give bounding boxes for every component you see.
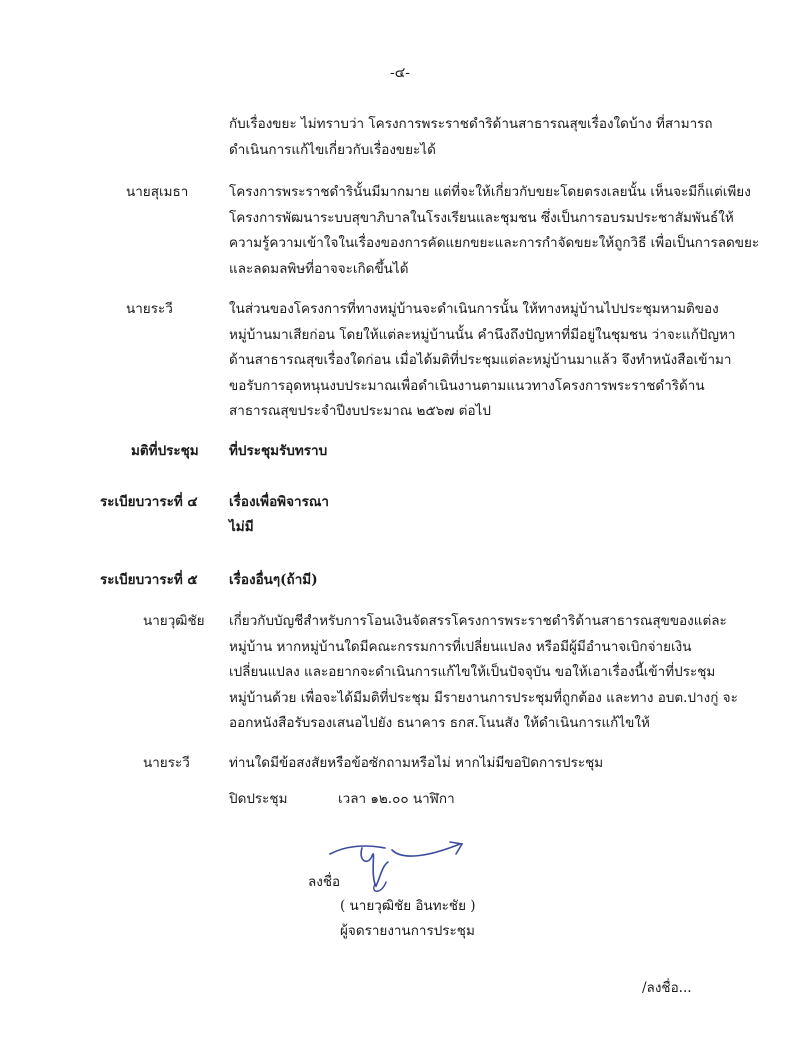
page-number: -๔- <box>389 65 411 81</box>
continuation-footer: /ลงชื่อ... <box>642 980 692 996</box>
speech-line: โครงการพัฒนาระบบสุขาภิบาลในโรงเรียนและชุมชน ซึ่งเป็นการอบรมประชาสัมพันธ์ให้ <box>229 209 734 226</box>
speech-line: ความรู้ความเข้าใจในเรื่องของการคัดแยกขยะและการกำจัดขยะให้ถูกวิธี เพื่อเป็นการลดขยะ <box>229 235 760 251</box>
intro-line: กับเรื่องขยะ ไม่ทราบว่า โครงการพระราชดำริด้านสาธารณสุขเรื่องใดบ้าง ที่สามารถ <box>229 116 713 132</box>
speech-line: สาธารณสุขประจำปีงบประมาณ ๒๕๖๗ ต่อไป <box>229 403 491 419</box>
speech-line: ในส่วนของโครงการที่ทางหมู่บ้านจะดำเนินการนั้น ให้ทางหมู่บ้านไปประชุมหามติของ <box>229 301 719 317</box>
speaker-sumetha: นายสุเมธา <box>126 184 189 200</box>
speech-line: ด้านสาธารณสุขเรื่องใดก่อน เมื่อได้มติที่ประชุมแต่ละหมู่บ้านมาแล้ว จึงทำหนังสือเข้ามา <box>229 352 732 368</box>
speech-rawee-closing: ท่านใดมีข้อสงสัยหรือข้อซักถามหรือไม่ หากไม่มีขอปิดการประชุม <box>229 755 604 771</box>
closing-label: ปิดประชุม <box>229 791 288 807</box>
signer-name: ( นายวุฒิชัย อินทะชัย ) <box>340 898 476 914</box>
speech-line: เปลี่ยนแปลง และอยากจะดำเนินการแก้ไขให้เป็นปัจจุบัน ขอให้เอาเรื่องนี้เข้าที่ประชุม <box>229 664 716 680</box>
agenda-5-title: เรื่องอื่นๆ(ถ้ามี) <box>229 572 318 588</box>
speaker-rawee: นายระวี <box>126 301 173 317</box>
speaker-rawee-closing: นายระวี <box>143 755 190 771</box>
speech-line: หมู่บ้านมาเสียก่อน โดยให้แต่ละหมู่บ้านนั้น คำนึงถึงปัญหาที่มีอยู่ในชุมชน ว่าจะแก้ปัญหา <box>229 326 736 343</box>
speech-line: ขอรับการอุดหนุนงบประมาณเพื่อดำเนินงานตามแนวทางโครงการพระราชดำริด้าน <box>229 377 705 394</box>
intro-line: ดำเนินการแก้ไขเกี่ยวกับเรื่องขยะได้ <box>229 141 436 158</box>
resolution-text: ที่ประชุมรับทราบ <box>229 443 328 459</box>
closing-time: เวลา ๑๒.๐๐ นาฬิกา <box>338 791 455 807</box>
speaker-wuttichai: นายวุฒิชัย <box>143 613 205 629</box>
agenda-4-label: ระเบียบวาระที่ ๔ <box>100 494 198 510</box>
signer-role: ผู้จดรายงานการประชุม <box>340 923 475 939</box>
agenda-5-label: ระเบียบวาระที่ ๕ <box>100 572 198 588</box>
agenda-4-note: ไม่มี <box>229 519 254 535</box>
intro-paragraph <box>229 112 711 163</box>
speech-line: หมู่บ้านด้วย เพื่อจะได้มีมติที่ประชุม มีรายงานการประชุมที่ถูกต้อง และทาง อบต.ปางกู่ จะ <box>229 689 738 706</box>
speech-line: เกี่ยวกับบัญชีสำหรับการโอนเงินจัดสรรโครงการพระราชดำริด้านสาธารณสุขของแต่ละ <box>229 613 727 629</box>
speech-rawee <box>229 297 736 425</box>
speech-sumetha <box>229 180 760 282</box>
sign-label: ลงชื่อ <box>308 874 341 890</box>
speech-line: โครงการพระราชดำรินั้นมีมากมาย แต่ที่จะให้เกี่ยวกับขยะโดยตรงเลยนั้น เห็นจะมีก็แต่เพียง <box>229 184 751 200</box>
speech-line: หมู่บ้าน หากหมู่บ้านใดมีคณะกรรมการที่เปลี่ยนแปลง หรือมีผู้มีอำนาจเบิกจ่ายเงิน <box>229 638 692 655</box>
resolution-label: มติที่ประชุม <box>131 443 199 459</box>
speech-line: ออกหนังสือรับรองเสนอไปยัง ธนาคาร ธกส.โนนสัง ให้ดำเนินการแก้ไขให้ <box>229 715 650 731</box>
speech-wuttichai <box>229 609 738 737</box>
speech-line: และลดมลพิษที่อาจจะเกิดขึ้นได้ <box>229 260 409 277</box>
agenda-4-title: เรื่องเพื่อพิจารณา <box>229 494 329 510</box>
